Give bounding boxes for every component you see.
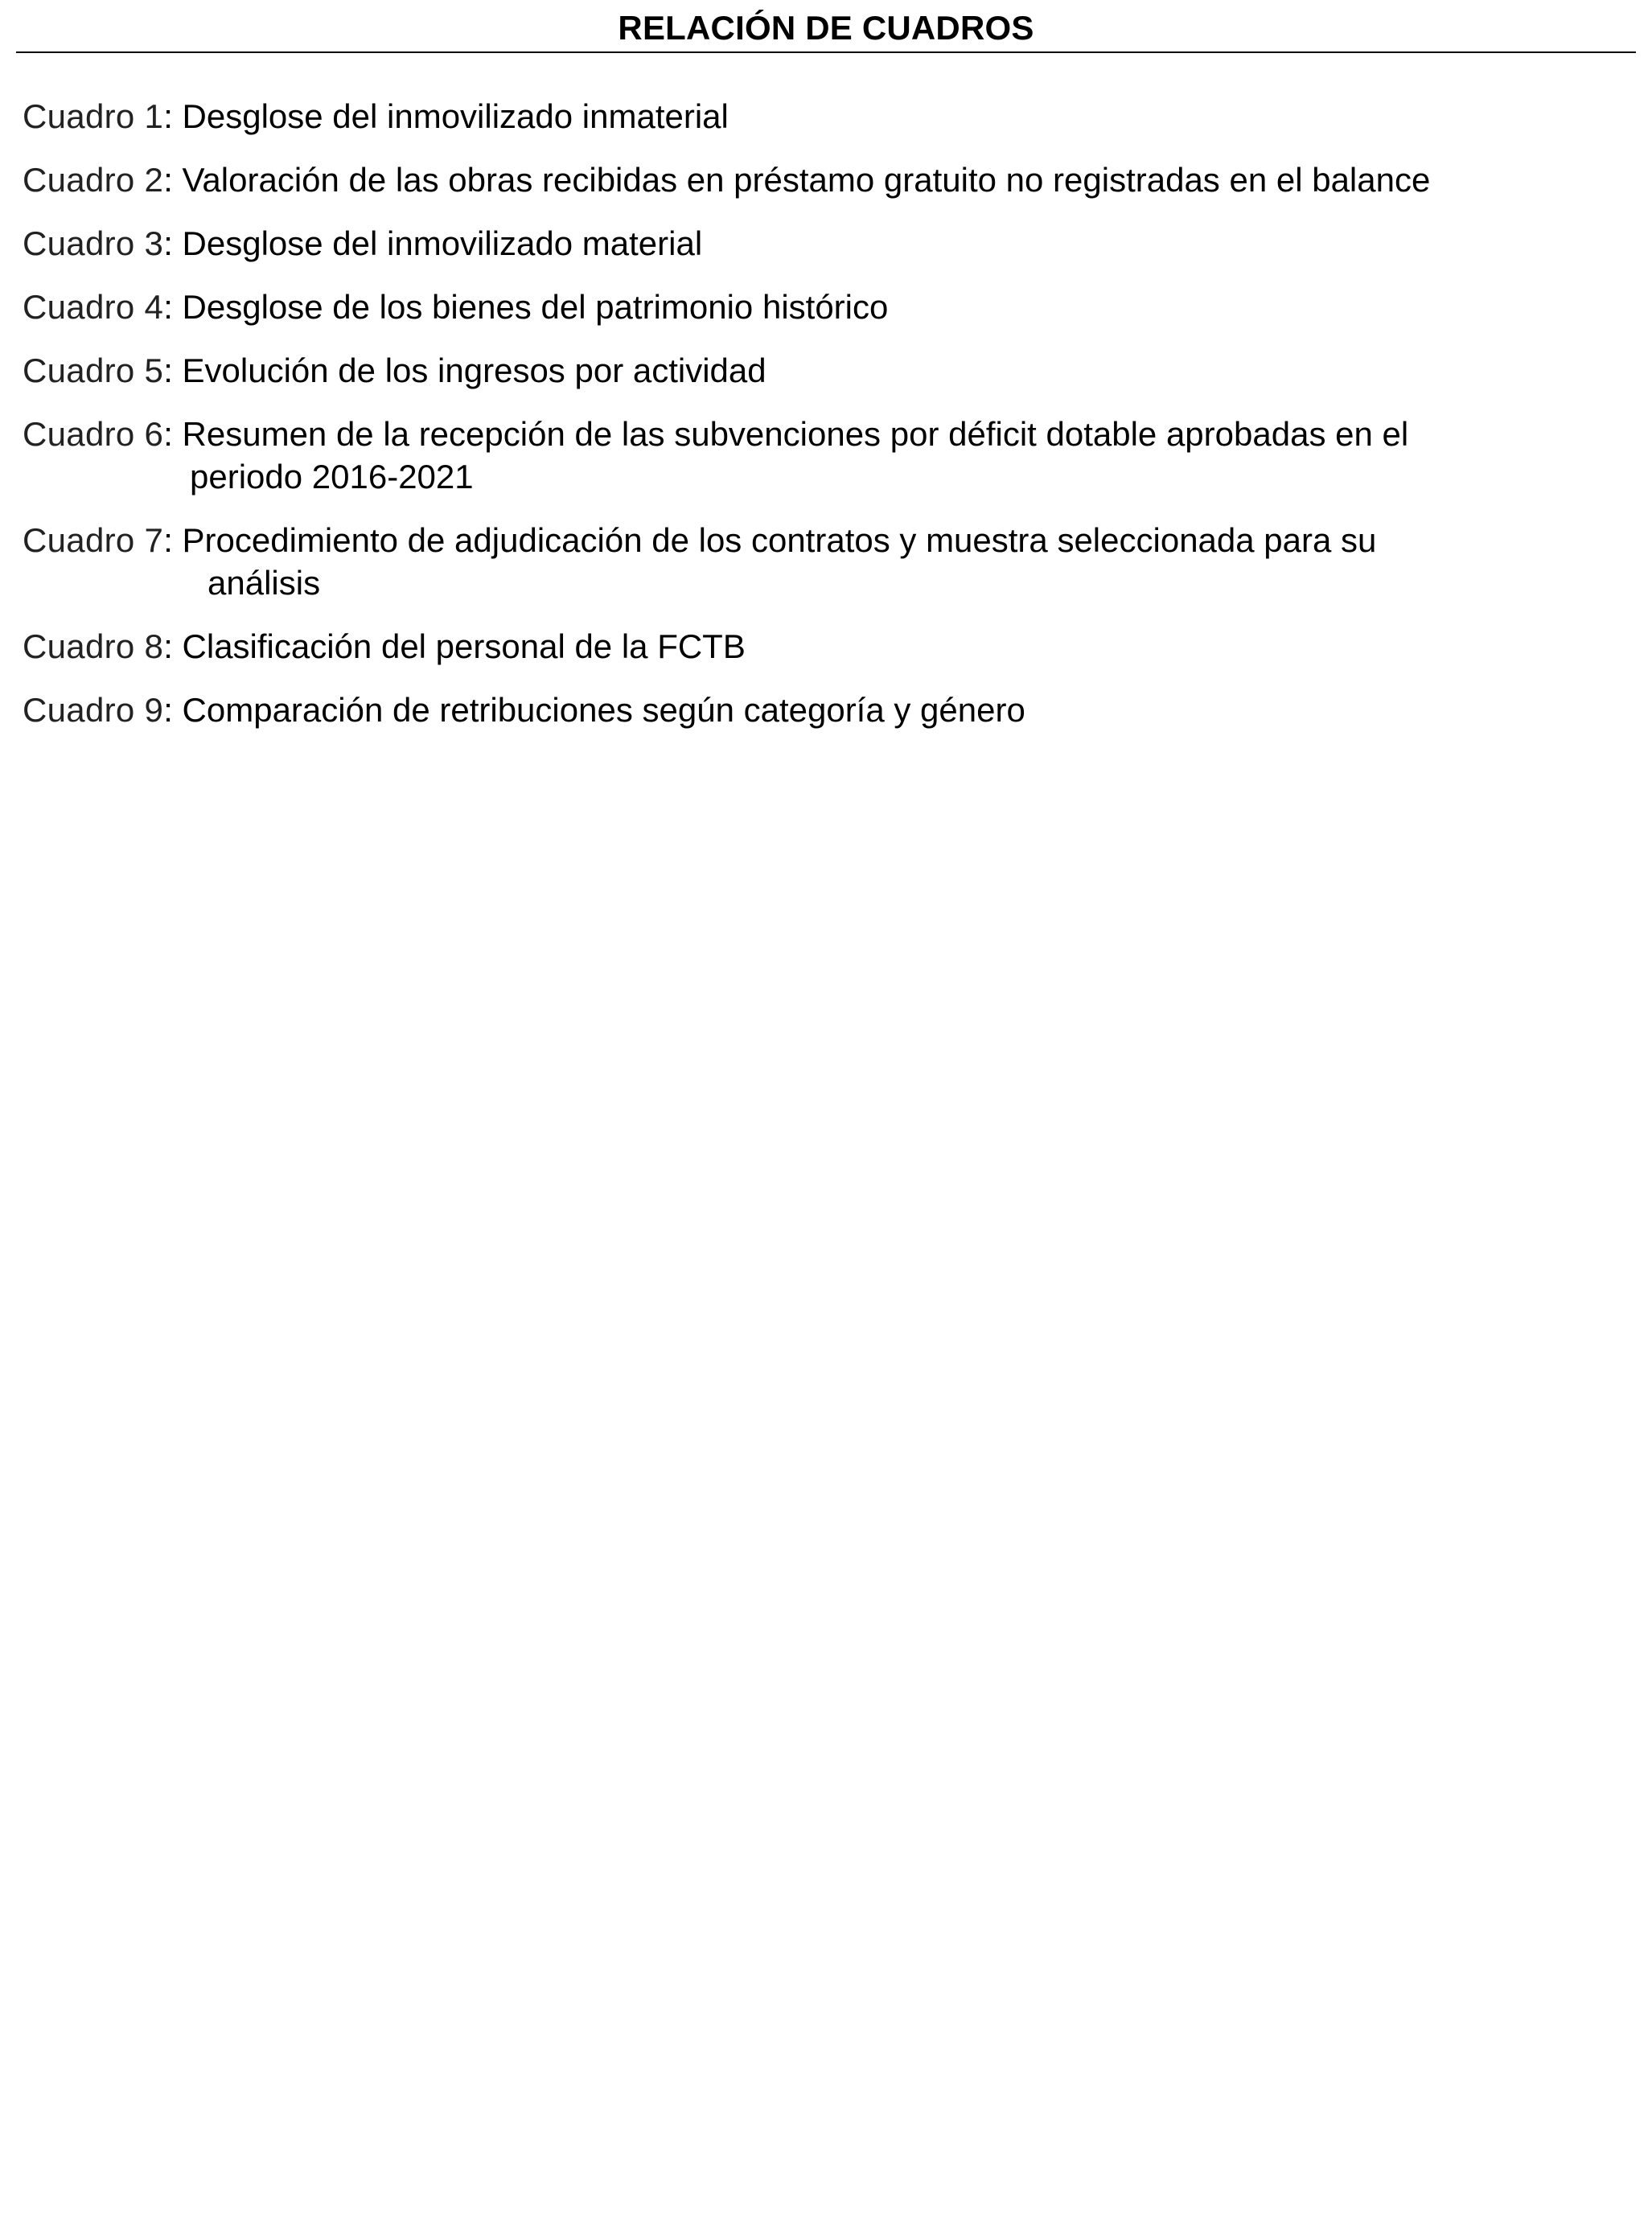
list-item-cuadro-1[interactable] bbox=[23, 95, 1631, 138]
table-list bbox=[23, 95, 1631, 752]
entry-text: Clasificación del personal de la FCTB bbox=[182, 627, 746, 665]
entry-text: Comparación de retribuciones según categoría y género bbox=[182, 691, 1025, 729]
entry-label: Cuadro 2 bbox=[23, 161, 164, 199]
list-item-cuadro-2[interactable] bbox=[23, 158, 1631, 201]
entry-label: Cuadro 1 bbox=[23, 97, 164, 135]
entry-text: Procedimiento de adjudicación de los contratos y muestra seleccionada para su bbox=[182, 521, 1377, 559]
entry-text: Desglose de los bienes del patrimonio histórico bbox=[182, 288, 889, 326]
entry-text-continuation: periodo 2016-2021 bbox=[190, 458, 474, 495]
page-title: RELACIÓN DE CUADROS bbox=[618, 9, 1034, 47]
entry-separator: : bbox=[163, 161, 183, 199]
entry-label: Cuadro 6 bbox=[23, 415, 164, 453]
list-item-cuadro-7[interactable] bbox=[23, 519, 1631, 604]
list-item-cuadro-5[interactable] bbox=[23, 349, 1631, 392]
entry-separator: : bbox=[163, 97, 183, 135]
entry-label: Cuadro 3 bbox=[23, 224, 164, 262]
title-divider bbox=[16, 51, 1636, 53]
list-item-cuadro-8[interactable] bbox=[23, 625, 1631, 668]
entry-separator: : bbox=[163, 521, 183, 559]
entry-text: Desglose del inmovilizado material bbox=[182, 224, 703, 262]
list-item-cuadro-6[interactable] bbox=[23, 413, 1631, 498]
entry-label: Cuadro 8 bbox=[23, 627, 164, 665]
entry-text: Resumen de la recepción de las subvenciones por déficit dotable aprobadas en el bbox=[182, 415, 1409, 453]
entry-label: Cuadro 7 bbox=[23, 521, 164, 559]
list-item-cuadro-3[interactable] bbox=[23, 222, 1631, 265]
entry-text: Desglose del inmovilizado inmaterial bbox=[182, 97, 729, 135]
entry-separator: : bbox=[163, 415, 183, 453]
entry-label: Cuadro 9 bbox=[23, 691, 164, 729]
entry-label: Cuadro 4 bbox=[23, 288, 164, 326]
entry-text: Evolución de los ingresos por actividad bbox=[182, 352, 766, 389]
entry-separator: : bbox=[163, 224, 183, 262]
entry-text-continuation: análisis bbox=[208, 564, 321, 602]
list-item-cuadro-9[interactable] bbox=[23, 689, 1631, 731]
entry-separator: : bbox=[163, 352, 183, 389]
entry-separator: : bbox=[163, 627, 183, 665]
entry-separator: : bbox=[163, 288, 183, 326]
list-item-cuadro-4[interactable] bbox=[23, 286, 1631, 328]
entry-label: Cuadro 5 bbox=[23, 352, 164, 389]
entry-separator: : bbox=[163, 691, 183, 729]
entry-text: Valoración de las obras recibidas en préstamo gratuito no registradas en el balance bbox=[182, 161, 1431, 199]
